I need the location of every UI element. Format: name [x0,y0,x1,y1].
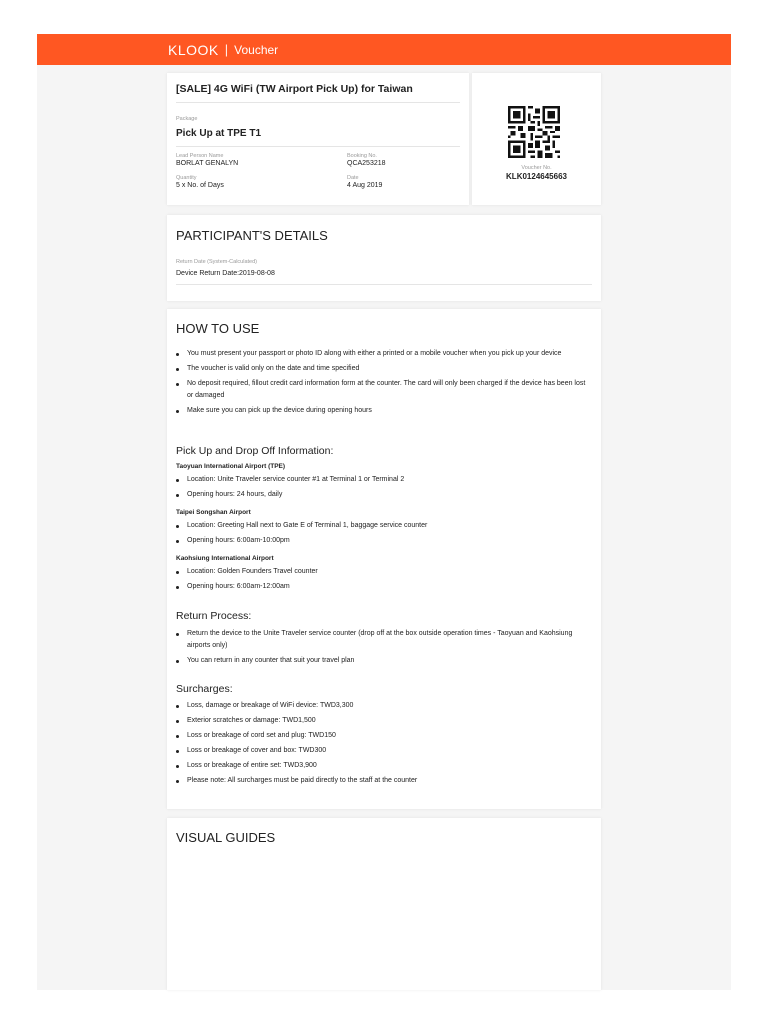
divider [176,146,460,147]
klook-logo: KLOOK [168,41,219,58]
voucher-card [472,73,601,205]
airport-list [167,566,592,596]
list-item: Loss or breakage of entire set: TWD3,900 [167,760,592,772]
surcharges-list [167,700,592,790]
package-label: Package [176,116,198,122]
airport-list [167,520,592,550]
list-item: Opening hours: 6:00am-10:00pm [167,535,592,547]
divider [176,284,592,285]
list-item: You must present your passport or photo ID along with either a printed or a mobile voucher when you pick up your device [167,348,592,360]
ticket-title: [SALE] 4G WiFi (TW Airport Pick Up) for Taiwan [176,83,413,95]
list-item: You can return in any counter that suit your travel plan [167,655,592,667]
return-process-list [167,628,592,670]
booking-value: QCA253218 [347,160,386,167]
how-to-use-title: HOW TO USE [176,321,260,336]
booking-label: Booking No. [347,153,377,159]
return-date-label: Return Date (System-Calculated) [176,259,258,265]
return-process-title: Return Process: [176,610,252,622]
quantity-value: 5 x No. of Days [176,182,224,189]
list-item: Loss or breakage of cord set and plug: TWD150 [167,730,592,742]
header-separator: | [224,42,229,57]
list-item: Exterior scratches or damage: TWD1,500 [167,715,592,727]
package-name: Pick Up at TPE T1 [176,128,262,139]
list-item: Loss, damage or breakage of WiFi device: TWD3,300 [167,700,592,712]
pickup-title: Pick Up and Drop Off Information: [176,445,334,457]
voucher-number: KLK0124645663 [506,172,567,181]
lead-label: Lead Person Name [176,153,224,159]
list-item: Location: Golden Founders Travel counter [167,566,592,578]
list-item: Please note: All surcharges must be paid directly to the staff at the counter [167,775,592,787]
lead-value: BORLAT GENALYN [176,160,239,167]
airport-name: Taoyuan International Airport (TPE) [176,463,286,470]
airport-list [167,474,592,504]
divider [176,102,460,103]
return-date-value: Device Return Date:2019-08-08 [176,270,275,277]
list-item: No deposit required, fillout credit card information form at the counter. The card will only been charged if the device has been lost or damaged [167,378,592,402]
participant-card [167,215,601,301]
airport-name: Taipei Songshan Airport [176,509,251,516]
date-label: Date [347,175,359,181]
visual-guides-title: VISUAL GUIDES [176,830,276,845]
list-item: The voucher is valid only on the date and time specified [167,363,592,375]
how-to-use-list [167,348,592,420]
list-item: Make sure you can pick up the device during opening hours [167,405,592,417]
how-to-use-card [167,309,601,809]
header-bar [37,34,731,65]
participant-title: PARTICIPANT'S DETAILS [176,228,328,243]
qr-code-icon [508,106,560,158]
ticket-card [167,73,469,205]
list-item: Opening hours: 6:00am-12:00am [167,581,592,593]
voucher-label: Voucher No. [521,165,552,171]
list-item: Location: Greeting Hall next to Gate E of Terminal 1, baggage service counter [167,520,592,532]
list-item: Loss or breakage of cover and box: TWD300 [167,745,592,757]
list-item: Opening hours: 24 hours, daily [167,489,592,501]
airport-name: Kaohsiung International Airport [176,555,274,562]
list-item: Return the device to the Unite Traveler service counter (drop off at the box outside operation times - Taoyuan and Kaohsiung airports only) [167,628,592,652]
header-title: Voucher [234,42,279,57]
date-value: 4 Aug 2019 [347,182,383,189]
quantity-label: Quantity [176,175,197,181]
surcharges-title: Surcharges: [176,683,233,695]
list-item: Location: Unite Traveler service counter #1 at Terminal 1 or Terminal 2 [167,474,592,486]
visual-guides-card [167,818,601,990]
